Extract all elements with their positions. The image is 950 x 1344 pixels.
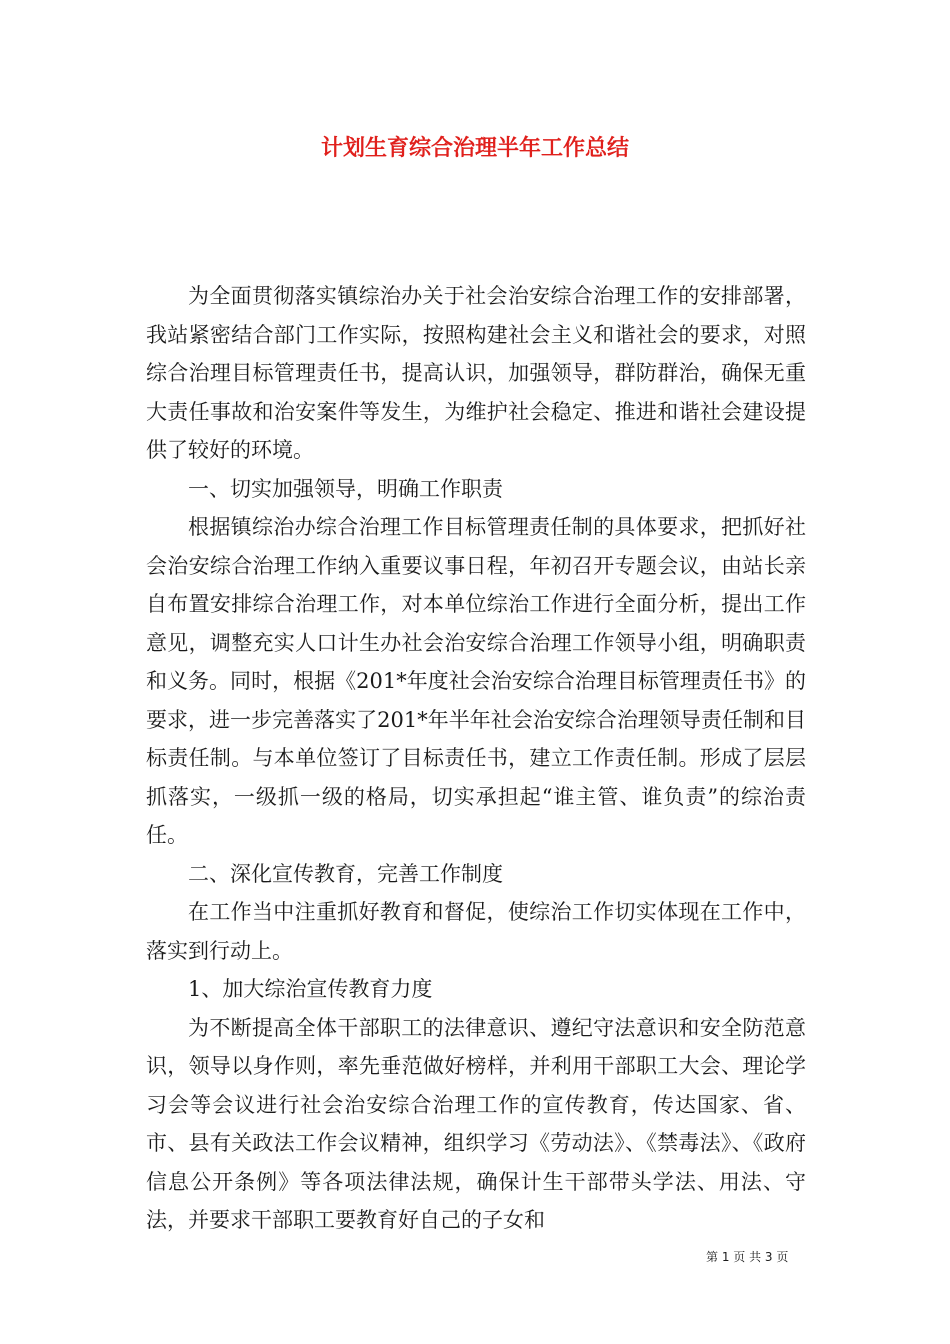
subsection-1-paragraph: 为不断提高全体干部职工的法律意识、遵纪守法意识和安全防范意识，领导以身作则，率先垂范做好榜样，并利用干部职工大会、理论学习会等会议进行社会治安综合治理工作的宣传教育，传达国家、省、市、县有关政法工作会议精神，组织学习《劳动法》、《禁毒法》、《政府信息公开条例》等各项法律法规，确保计生干部带头学法、用法、守法，并要求干部职工要教育好自己的子女和: [146, 1015, 806, 1232]
subsection-heading-1: 1、加大综治宣传教育力度: [188, 977, 433, 1001]
section-1-paragraph: 根据镇综治办综合治理工作目标管理责任制的具体要求，把抓好社会治安综合治理工作纳入重要议事日程，年初召开专题会议，由站长亲自布置安排综合治理工作，对本单位综治工作进行全面分析，提出工作意见，调整充实人口计生办社会治安综合治理工作领导小组，明确职责和义务。同时，根据《201*年度社会治安综合治理目标管理责任书》的要求，进一步完善落实了201*年半年社会治安综合治理领导责任制和目标责任制。与本单位签订了目标责任书，建立工作责任制。形成了层层抓落实，一级抓一级的格局，切实承担起“谁主管、谁负责”的综治责任。: [146, 515, 806, 847]
document-body: [146, 277, 806, 1240]
document-title: 计划生育综合治理半年工作总结: [320, 136, 629, 161]
intro-paragraph: 为全面贯彻落实镇综治办关于社会治安综合治理工作的安排部署，我站紧密结合部门工作实际，按照构建社会主义和谐社会的要求，对照综合治理目标管理责任书，提高认识，加强领导，群防群治，确保无重大责任事故和治安案件等发生，为维护社会稳定、推进和谐社会建设提供了较好的环境。: [146, 284, 806, 462]
section-heading-2: 二、深化宣传教育，完善工作制度: [188, 861, 503, 886]
section-2-paragraph: 在工作当中注重抓好教育和督促，使综治工作切实体现在工作中，落实到行动上。: [146, 900, 806, 963]
page-number-footer: 第 1 页 共 3 页: [706, 1250, 789, 1264]
section-heading-1: 一、切实加强领导，明确工作职责: [188, 476, 503, 501]
